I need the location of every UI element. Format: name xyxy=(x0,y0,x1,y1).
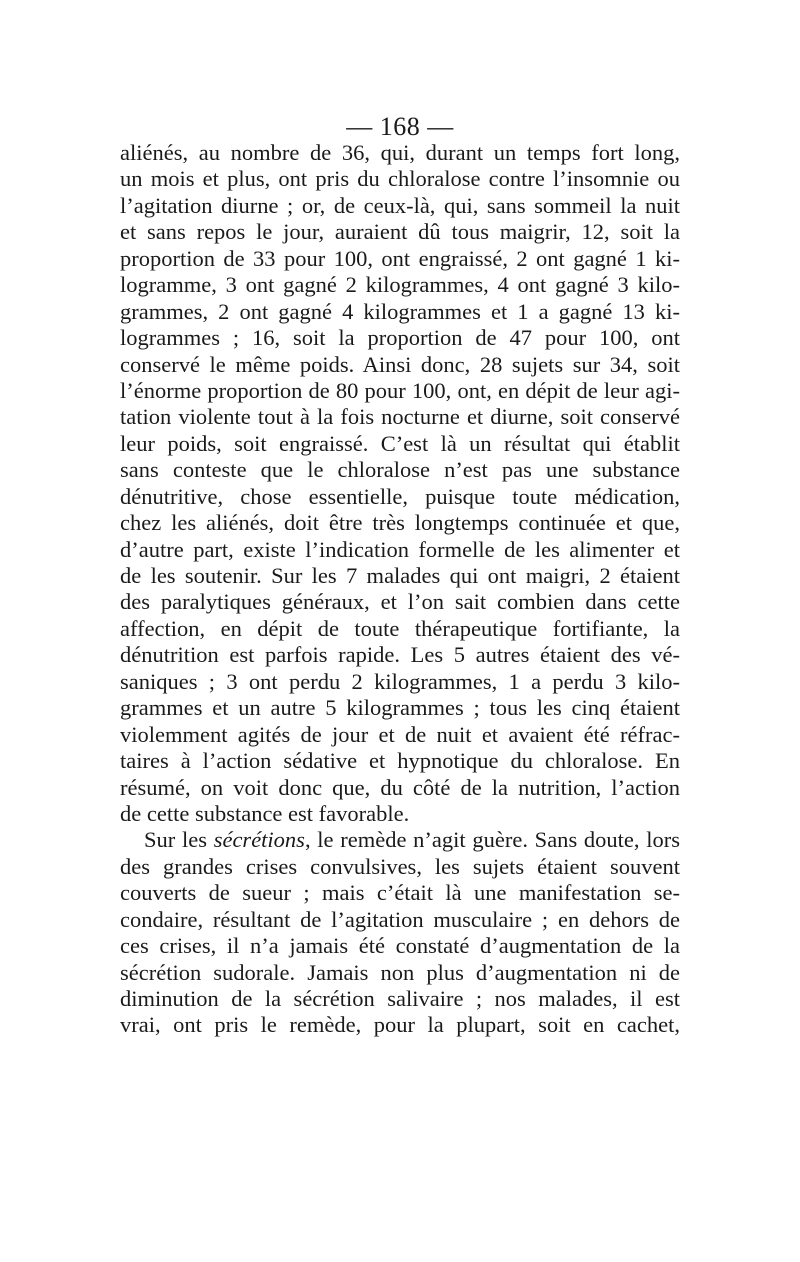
text-line: des grandes crises convulsives, les sujets étaient souvent xyxy=(120,853,680,879)
paragraph-1 xyxy=(120,140,680,827)
page-number: — 168 — xyxy=(346,112,454,141)
text-line: dénutrition est parfois rapide. Les 5 autres étaient des vé- xyxy=(120,642,680,668)
text-line: dénutritive, chose essentielle, puisque toute médication, xyxy=(120,483,680,509)
italic-term: sécrétions xyxy=(213,827,305,853)
text-line: l’agitation diurne ; or, de ceux-là, qui, sans sommeil la nuit xyxy=(120,192,680,218)
text-line: aliénés, au nombre de 36, qui, durant un temps fort long, xyxy=(120,140,680,165)
text-line: sans conteste que le chloralose n’est pas une substance xyxy=(120,457,680,483)
text-line: condaire, résultant de l’agitation musculaire ; en dehors de xyxy=(120,906,680,932)
text-line: ces crises, il n’a jamais été constaté d’augmentation de la xyxy=(120,933,680,959)
text-line: de cette substance est favorable. xyxy=(120,800,410,826)
text-line: saniques ; 3 ont perdu 2 kilogrammes, 1 a perdu 3 kilo- xyxy=(120,668,680,694)
text-line: proportion de 33 pour 100, ont engraissé, 2 ont gagné 1 ki- xyxy=(120,245,680,271)
text-line: logramme, 3 ont gagné 2 kilogrammes, 4 ont gagné 3 kilo- xyxy=(120,272,680,298)
text-line: vrai, ont pris le remède, pour la plupart, soit en cachet, xyxy=(120,1012,680,1038)
paragraph-2 xyxy=(120,827,680,1039)
text-line: grammes et un autre 5 kilogrammes ; tous les cinq étaient xyxy=(120,695,680,721)
text-line: tation violente tout à la fois nocturne et diurne, soit conservé xyxy=(120,404,680,430)
text-line: couverts de sueur ; mais c’était là une manifestation se- xyxy=(120,880,680,906)
text-line: sécrétion sudorale. Jamais non plus d’augmentation ni de xyxy=(120,959,680,985)
text-fragment: Sur les xyxy=(144,827,214,853)
text-line: leur poids, soit engraissé. C’est là un résultat qui établit xyxy=(120,430,680,456)
text-line xyxy=(120,827,680,853)
text-line: d’autre part, existe l’indication formelle de les alimenter et xyxy=(120,536,680,562)
text-line: de les soutenir. Sur les 7 malades qui ont maigri, 2 étaient xyxy=(120,563,680,588)
text-line: conservé le même poids. Ainsi donc, 28 sujets sur 34, soit xyxy=(120,351,680,377)
text-line: chez les aliénés, doit être très longtemps continuée et que, xyxy=(120,510,680,536)
text-line: et sans repos le jour, auraient dû tous maigrir, 12, soit la xyxy=(120,219,680,245)
text-line: l’énorme proportion de 80 pour 100, ont, en dépit de leur agi- xyxy=(120,377,680,403)
body-text xyxy=(120,140,680,1039)
text-line: affection, en dépit de toute thérapeutique fortifiante, la xyxy=(120,615,680,641)
text-line: logrammes ; 16, soit la proportion de 47 pour 100, ont xyxy=(120,325,680,351)
text-line: résumé, on voit donc que, du côté de la nutrition, l’action xyxy=(120,774,680,800)
text-line: grammes, 2 ont gagné 4 kilogrammes et 1 a gagné 13 ki- xyxy=(120,298,680,324)
text-line: taires à l’action sédative et hypnotique du chloralose. En xyxy=(120,748,680,774)
text-line: violemment agités de jour et de nuit et avaient été réfrac- xyxy=(120,721,680,747)
text-fragment: , le remède n’agit guère. Sans doute, lors xyxy=(304,827,681,853)
text-line: des paralytiques généraux, et l’on sait combien dans cette xyxy=(120,589,680,615)
text-line: diminution de la sécrétion salivaire ; nos malades, il est xyxy=(120,986,680,1011)
text-line: un mois et plus, ont pris du chloralose contre l’insomnie ou xyxy=(120,166,680,192)
